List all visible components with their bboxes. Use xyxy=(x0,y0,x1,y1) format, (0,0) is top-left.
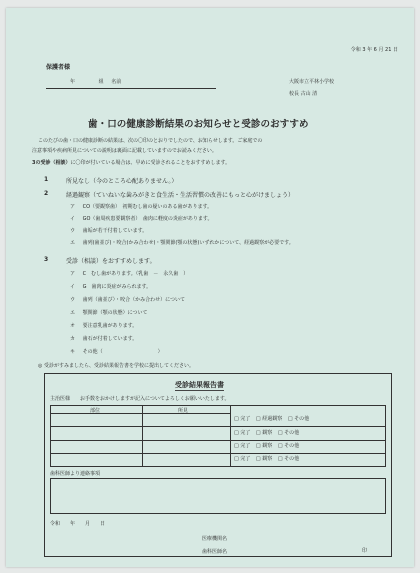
section-3-item-c: ウ 歯列（歯並び）・咬合（かみ合わせ）について xyxy=(70,297,186,303)
contact-box[interactable] xyxy=(50,478,386,514)
contact-label: 歯科医師より連絡事項 xyxy=(50,471,101,477)
section-3-item-d: エ 顎関節（顎の状態）について xyxy=(70,310,148,316)
report-date: 令和 年 月 日 xyxy=(50,521,106,527)
seal-mark: 印 xyxy=(362,548,368,554)
section-2-item-b: イ GO（歯周疾患要観察者） 歯肉に軽度の炎症があります。 xyxy=(70,216,213,222)
page-title: 歯・口の健康診断結果のお知らせと受診のおすすめ xyxy=(88,119,309,130)
section-3-item-e: オ 要注意乳歯があります。 xyxy=(70,323,138,329)
clinic-name-label: 医療機関名 xyxy=(202,536,228,542)
document-date: 令和 3 年 6 月 21 日 xyxy=(350,47,398,53)
section-2-item-c: ウ 歯垢が若干付着しています。 xyxy=(70,228,148,234)
report-table-row-line xyxy=(50,426,386,427)
report-table-row-line xyxy=(50,440,386,441)
section-1-label: 所見なし（今のところ心配ありません。） xyxy=(66,178,178,185)
section-1-number: 1 xyxy=(44,176,49,183)
submission-note: ◎ 受診がすみましたら、受診結果報告書を学校に提出してください。 xyxy=(38,363,194,369)
doctor-signature-line xyxy=(236,556,378,557)
table-row: □ 完了 □ 観察 □ その他 xyxy=(234,430,300,436)
report-to-doctor: 主治医様 お手数をおかけしますが記入についてよろしくお願いいたします。 xyxy=(50,396,230,402)
addressee-underline xyxy=(46,88,216,89)
report-table-col-line xyxy=(230,405,231,467)
report-title: 受診結果報告書 xyxy=(175,381,224,389)
table-row: □ 完了 □ 観察 □ その他 xyxy=(234,443,300,449)
section-3-item-f: カ 歯石が付着しています。 xyxy=(70,336,138,342)
addressee-label: 保護者様 xyxy=(46,64,71,71)
section-3-item-b: イ G 歯肉に炎症がみられます。 xyxy=(70,284,152,290)
column-header-finding: 所見 xyxy=(178,408,189,414)
report-table xyxy=(50,405,386,467)
section-2-item-d: エ 歯列(歯並び)・咬合(かみ合わせ)・顎関節(顎の状態)いずれかについて、経過観察が必要です。 xyxy=(70,240,294,246)
report-table-col-line xyxy=(142,405,143,467)
section-2-label: 経過観察（ていねいな歯みがきと食生活・生活習慣の改善にもっと心がけましょう） xyxy=(66,192,295,199)
section-3-label: 受診（相談）をおすすめします。 xyxy=(66,258,156,265)
table-row: □ 完了 □ 経過観察 □ その他 xyxy=(234,416,310,422)
principal-name: 校長 古山 清 xyxy=(289,91,318,97)
addressee-line: 年 組 名前 xyxy=(70,79,122,85)
section-3-item-g: キ その他（ ） xyxy=(70,349,163,355)
document-sheet xyxy=(6,8,414,567)
school-name: 大阪市立平林小学校 xyxy=(289,79,335,85)
table-row: □ 完了 □ 観察 □ その他 xyxy=(234,456,300,462)
recommend-line: 3の受診（相談）に〇印が付いている場合は、早めに受診されることをおすすめします。 xyxy=(32,160,231,166)
intro-line-1: このたびの歯・口の健康診断の結果は、次の〇印のとおりでしたので、お知らせします。ご家庭での xyxy=(38,138,263,144)
doctor-name-label: 歯科医師名 xyxy=(202,549,228,555)
intro-line-2: 注意事項や疾病所見についての説明は裏面に記載していますのでお読みください。 xyxy=(32,148,217,154)
report-table-row-line xyxy=(50,453,386,454)
section-3-item-a: ア C むし歯があります。（乳歯 － 永久歯 ） xyxy=(70,271,189,277)
report-table-header-line xyxy=(50,413,230,414)
section-2-number: 2 xyxy=(44,190,49,197)
section-2-item-a: ア CO（要観察歯） 初期むし歯の疑いのある歯があります。 xyxy=(70,204,213,210)
section-3-number: 3 xyxy=(44,256,49,263)
column-header-part: 部位 xyxy=(90,408,101,414)
